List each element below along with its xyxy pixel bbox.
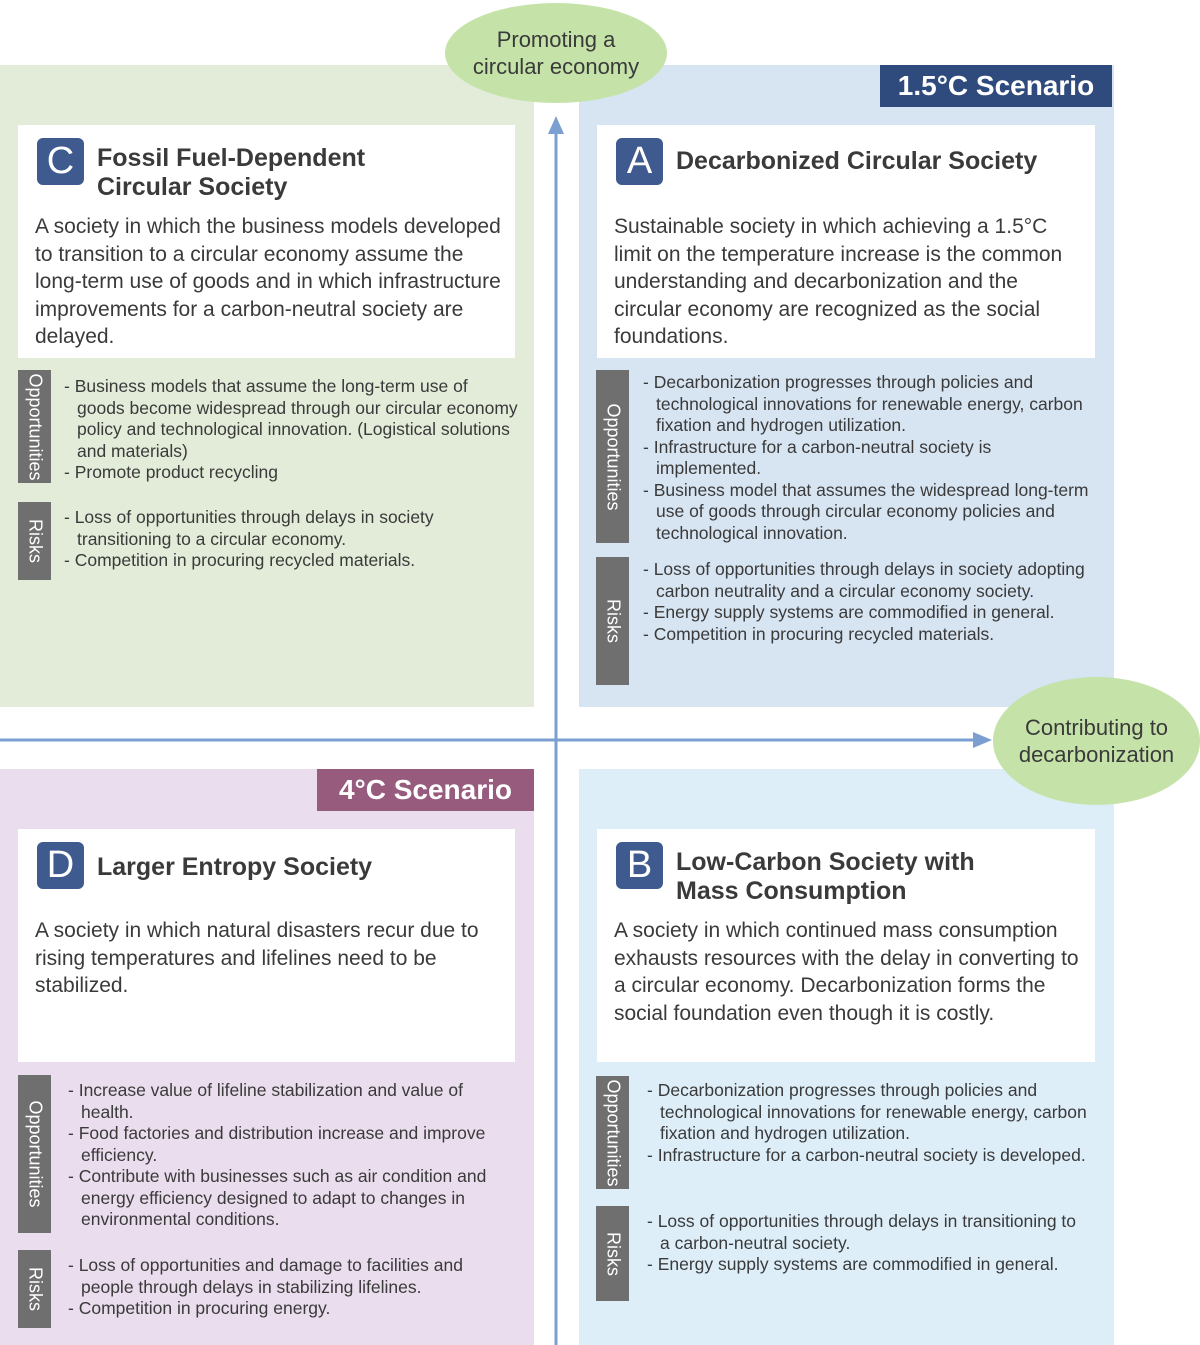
quadrant-c-risks-label: Risks <box>18 502 51 580</box>
list-item: - Loss of opportunities through delays in society transitioning to a circular economy. <box>64 507 504 550</box>
quadrant-a-title: Decarbonized Circular Society <box>676 147 1038 175</box>
list-item: - Energy supply systems are commodified in general. <box>643 602 1103 624</box>
vertical-axis-arrowhead <box>548 116 564 134</box>
quadrant-b-description: A society in which continued mass consumption exhausts resources with the delay in converting to a circular economy. Decarbonization forms the social foundation even though it is costly. <box>614 919 1079 1025</box>
quadrant-a-risks-label: Risks <box>596 557 629 685</box>
quadrant-d-title: Larger Entropy Society <box>97 853 373 881</box>
quadrant-b-opportunities-label: Opportunities <box>596 1076 629 1189</box>
quadrant-b-title: Low-Carbon Society with Mass Consumption <box>676 848 975 905</box>
list-item: - Business models that assume the long-term use of goods become widespread through our circular economy policy and technological innovation. (Logistical solutions and materials) <box>64 376 519 462</box>
quadrant-a-description: Sustainable society in which achieving a 1.5°C limit on the temperature increase is the common understanding and decarbonization and the circular economy are recognized as the social foundations. <box>614 215 1063 348</box>
quadrant-c-opportunities-label: Opportunities <box>18 370 51 483</box>
list-item: - Decarbonization progresses through policies and technological innovations for renewable energy, carbon fixation and hydrogen utilization. <box>647 1080 1095 1145</box>
list-item: - Decarbonization progresses through policies and technological innovations for renewable energy, carbon fixation and hydrogen utilization. <box>643 372 1098 437</box>
list-item: - Infrastructure for a carbon-neutral society is developed. <box>647 1145 1095 1167</box>
list-item: - Competition in procuring recycled materials. <box>64 550 504 572</box>
axis-label-circular-economy: Promoting a circular economy <box>445 3 667 103</box>
list-item: - Business model that assumes the widespread long-term use of goods through circular economy policies and technological innovation. <box>643 480 1098 545</box>
scenario-1-5c-label: 1.5°C Scenario <box>880 65 1112 107</box>
quadrant-a-letter-badge: A <box>616 138 663 185</box>
list-item: - Energy supply systems are commodified in general. <box>647 1254 1077 1276</box>
horizontal-axis-arrowhead <box>973 732 992 748</box>
list-item: - Contribute with businesses such as air condition and energy efficiency designed to adapt to changes in environmental conditions. <box>68 1166 516 1231</box>
list-item: - Competition in procuring recycled materials. <box>643 624 1103 646</box>
list-item: - Infrastructure for a carbon-neutral society is implemented. <box>643 437 1098 480</box>
quadrant-b-letter-badge: B <box>616 842 663 889</box>
list-item: - Competition in procuring energy. <box>68 1298 516 1320</box>
quadrant-d-risks-label: Risks <box>18 1250 51 1328</box>
list-item: - Loss of opportunities through delays in society adopting carbon neutrality and a circular economy society. <box>643 559 1103 602</box>
scenario-4c-label: 4°C Scenario <box>317 769 534 811</box>
quadrant-d-opportunities-label: Opportunities <box>18 1075 51 1233</box>
quadrant-a-opportunities-label: Opportunities <box>596 370 629 543</box>
quadrant-c-title: Fossil Fuel-Dependent Circular Society <box>97 144 366 201</box>
quadrant-d-description: A society in which natural disasters recur due to rising temperatures and lifelines need to be stabilized. <box>35 919 479 997</box>
list-item: - Increase value of lifeline stabilization and value of health. <box>68 1080 516 1123</box>
quadrant-d-letter-badge: D <box>37 842 84 889</box>
quadrant-b-risks-label: Risks <box>596 1206 629 1301</box>
quadrant-c-description: A society in which the business models developed to transition to a circular economy assume the long-term use of goods and in which infrastructure improvements for a carbon-neutral society are delayed. <box>35 215 501 348</box>
list-item: - Food factories and distribution increase and improve efficiency. <box>68 1123 516 1166</box>
axis-label-decarbonization: Contributing to decarbonization <box>993 677 1200 805</box>
quadrant-c-letter-badge: C <box>37 138 84 185</box>
list-item: - Promote product recycling <box>64 462 519 484</box>
list-item: - Loss of opportunities and damage to facilities and people through delays in stabilizing lifelines. <box>68 1255 516 1298</box>
list-item: - Loss of opportunities through delays in transitioning to a carbon-neutral society. <box>647 1211 1077 1254</box>
